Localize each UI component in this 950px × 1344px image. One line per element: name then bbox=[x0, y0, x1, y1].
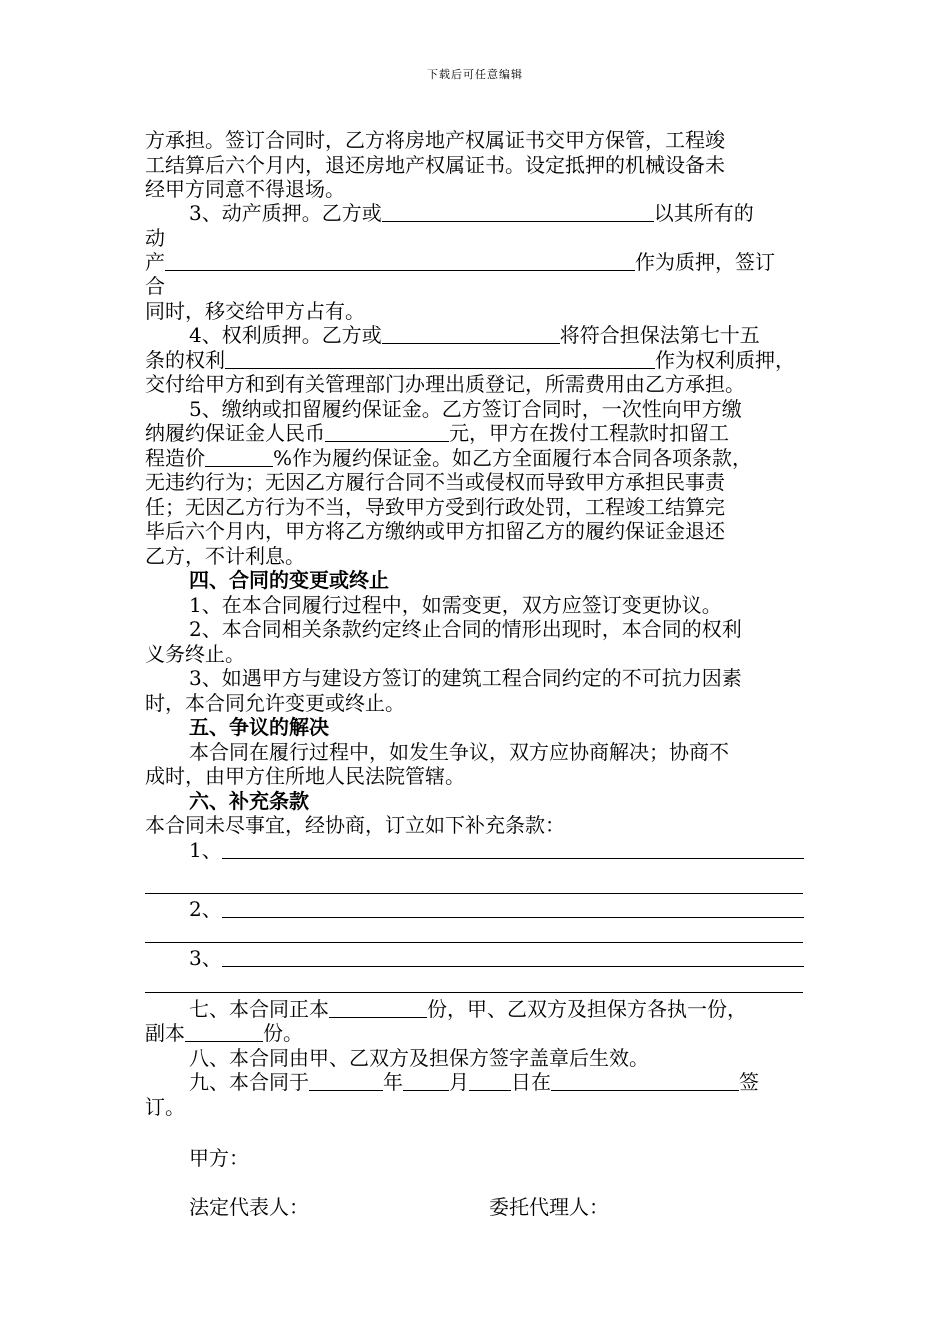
deposit-percent-text: %作为履约保证金。如乙方全面履行本合同各项条款， bbox=[273, 446, 753, 470]
rights-label: 4、权利质押。乙方或 bbox=[189, 323, 382, 347]
supplement-rule-2[interactable] bbox=[145, 942, 803, 943]
pledge-property-text: 作为质押，签订 bbox=[635, 250, 775, 274]
legal-representative-label: 法定代表人： bbox=[189, 1195, 309, 1219]
pledge-text: 以其所有的 bbox=[653, 201, 754, 225]
mortgage-line-3: 经甲方同意不得退场。 bbox=[145, 177, 345, 201]
supplement-rule-1[interactable] bbox=[145, 893, 803, 894]
pledge-line-4: 合 bbox=[145, 274, 165, 298]
section-6-title: 六、补充条款 bbox=[189, 789, 309, 813]
authorized-agent-label: 委托代理人： bbox=[489, 1195, 609, 1219]
supplement-blank-3[interactable] bbox=[222, 946, 804, 967]
section-4-item-3a: 3、如遇甲方与建设方签订的建筑工程合同约定的不可抗力因素 bbox=[189, 666, 742, 690]
day-label: 日在 bbox=[511, 1070, 551, 1094]
year-label: 年 bbox=[383, 1070, 403, 1094]
section-6-intro: 本合同未尽事宜，经协商，订立如下补充条款： bbox=[145, 813, 565, 837]
supplement-item-1 bbox=[189, 838, 804, 862]
section-7-line-1 bbox=[189, 997, 747, 1021]
rights-party-blank[interactable] bbox=[382, 323, 560, 344]
section-8: 八、本合同由甲、乙双方及担保方签字盖章后生效。 bbox=[189, 1046, 649, 1070]
section-4-title: 四、合同的变更或终止 bbox=[189, 568, 389, 592]
party-a-label: 甲方： bbox=[189, 1146, 249, 1170]
sign-date-label: 九、本合同于 bbox=[189, 1070, 309, 1094]
deposit-line-5: 任；无因乙方行为不当，导致甲方受到行政处罚，工程竣工结算完 bbox=[145, 495, 725, 519]
sign-label: 签 bbox=[739, 1070, 759, 1094]
section-5-line-1: 本合同在履行过程中，如发生争议，双方应协商解决；协商不 bbox=[189, 740, 729, 764]
sign-month-blank[interactable] bbox=[403, 1070, 449, 1091]
mortgage-line-1: 方承担。签订合同时，乙方将房地产权属证书交甲方保管，工程竣 bbox=[145, 128, 725, 152]
sign-place-blank[interactable] bbox=[551, 1070, 739, 1091]
duplicate-copies-blank[interactable] bbox=[185, 1021, 263, 1042]
pledge-label: 3、动产质押。乙方或 bbox=[189, 201, 382, 225]
pledge-line-3 bbox=[145, 250, 775, 274]
pledge-line-1 bbox=[189, 201, 754, 225]
rights-line-1 bbox=[189, 323, 760, 347]
supplement-number-2: 2、 bbox=[189, 897, 222, 921]
duplicate-copies-label: 副本 bbox=[145, 1021, 185, 1045]
section-5-line-2: 成时，由甲方住所地人民法院管辖。 bbox=[145, 764, 465, 788]
section-4-item-2a: 2、本合同相关条款约定终止合同的情形出现时，本合同的权利 bbox=[189, 617, 742, 641]
rights-item-text: 作为权利质押， bbox=[655, 348, 795, 372]
deposit-line-6: 毕后六个月内，甲方将乙方缴纳或甲方扣留乙方的履约保证金退还 bbox=[145, 519, 725, 543]
pledge-property-blank[interactable] bbox=[165, 250, 635, 271]
sign-day-blank[interactable] bbox=[469, 1070, 511, 1091]
supplement-blank-2[interactable] bbox=[222, 897, 804, 918]
deposit-percent-label: 程造价 bbox=[145, 446, 205, 470]
deposit-line-7: 乙方，不计利息。 bbox=[145, 544, 305, 568]
original-copies-blank[interactable] bbox=[329, 997, 427, 1018]
original-copies-text: 份，甲、乙双方及担保方各执一份， bbox=[427, 997, 747, 1021]
pledge-line-5: 同时，移交给甲方占有。 bbox=[145, 299, 365, 323]
pledge-line-2: 动 bbox=[145, 226, 165, 250]
deposit-amount-blank[interactable] bbox=[325, 421, 449, 442]
duplicate-copies-text: 份。 bbox=[263, 1021, 303, 1045]
deposit-amount-text: 元，甲方在拨付工程款时扣留工 bbox=[449, 421, 729, 445]
pledge-property-label: 产 bbox=[145, 250, 165, 274]
supplement-rule-3[interactable] bbox=[145, 992, 803, 993]
pledge-party-blank[interactable] bbox=[382, 201, 654, 222]
sign-year-blank[interactable] bbox=[309, 1070, 383, 1091]
section-4-item-1: 1、在本合同履行过程中，如需变更，双方应签订变更协议。 bbox=[189, 593, 722, 617]
original-copies-label: 七、本合同正本 bbox=[189, 997, 329, 1021]
deposit-line-1: 5、缴纳或扣留履约保证金。乙方签订合同时，一次性向甲方缴 bbox=[189, 397, 742, 421]
section-4-item-3b: 时，本合同允许变更或终止。 bbox=[145, 691, 405, 715]
rights-line-2 bbox=[145, 348, 795, 372]
deposit-line-4: 无违约行为；无因乙方履行合同不当或侵权而导致甲方承担民事责 bbox=[145, 470, 725, 494]
supplement-item-3 bbox=[189, 946, 804, 970]
section-4-item-2b: 义务终止。 bbox=[145, 642, 245, 666]
mortgage-line-2: 工结算后六个月内，退还房地产权属证书。设定抵押的机械设备未 bbox=[145, 153, 725, 177]
supplement-blank-1[interactable] bbox=[222, 838, 804, 859]
page-header: 下载后可任意编辑 bbox=[427, 68, 523, 81]
rights-line-3: 交付给甲方和到有关管理部门办理出质登记，所需费用由乙方承担。 bbox=[145, 372, 745, 396]
section-5-title: 五、争议的解决 bbox=[189, 715, 329, 739]
supplement-number-3: 3、 bbox=[189, 946, 222, 970]
rights-text: 将符合担保法第七十五 bbox=[559, 323, 760, 347]
supplement-number-1: 1、 bbox=[189, 838, 222, 862]
section-9-line-2: 订。 bbox=[145, 1095, 185, 1119]
section-9-line-1 bbox=[189, 1070, 759, 1094]
rights-item-blank[interactable] bbox=[225, 348, 655, 369]
rights-item-label: 条的权利 bbox=[145, 348, 225, 372]
deposit-line-2 bbox=[145, 421, 729, 445]
deposit-amount-label: 纳履约保证金人民币 bbox=[145, 421, 325, 445]
section-7-line-2 bbox=[145, 1021, 303, 1045]
deposit-line-3 bbox=[145, 446, 752, 470]
deposit-percent-blank[interactable] bbox=[205, 446, 273, 467]
supplement-item-2 bbox=[189, 897, 804, 921]
month-label: 月 bbox=[449, 1070, 469, 1094]
